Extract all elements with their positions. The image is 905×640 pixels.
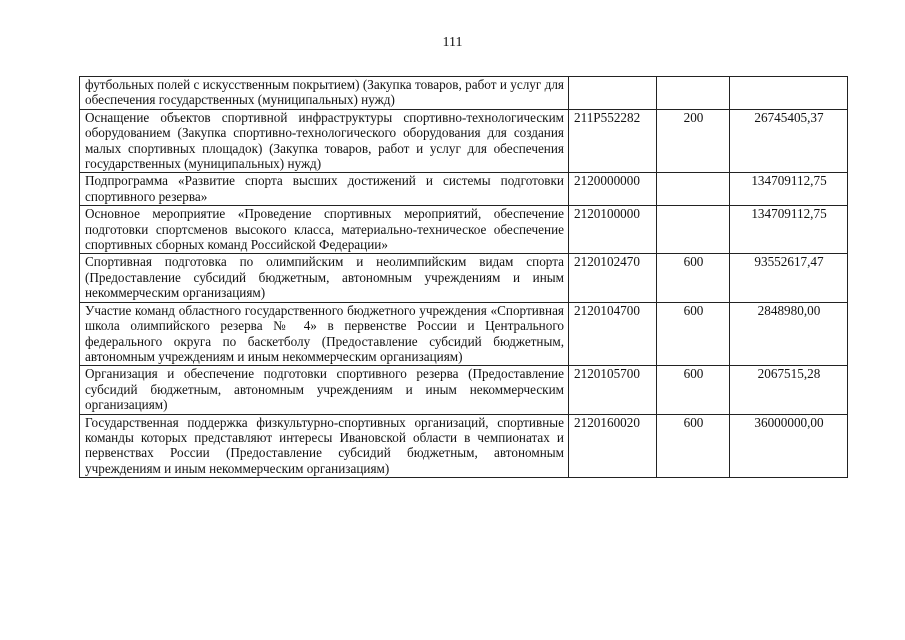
cell-name: Спортивная подготовка по олимпийским и неолимпийским видам спорта (Предоставление субсидий бюджетным, автономным учреждениям и иным некоммерческим организациям) — [80, 254, 569, 302]
table-row — [80, 302, 848, 366]
cell-expense-type — [657, 173, 730, 206]
table-row — [80, 206, 848, 254]
cell-expense-type — [657, 206, 730, 254]
cell-code: 2120102470 — [569, 254, 657, 302]
cell-name: Организация и обеспечение подготовки спортивного резерва (Предоставление субсидий бюджетным, автономным учреждениям и иным некоммерческим организациям) — [80, 366, 569, 414]
cell-expense-type: 600 — [657, 366, 730, 414]
cell-expense-type: 600 — [657, 414, 730, 478]
cell-name: Оснащение объектов спортивной инфраструктуры спортивно-технологическим оборудованием (Закупка спортивно-технологического оборудования для создания малых спортивных площадок) (Закупка товаров, работ и услуг для обеспечения государственных (муниципальных) нужд) — [80, 109, 569, 173]
table-row — [80, 109, 848, 173]
cell-name: Государственная поддержка физкультурно-спортивных организаций, спортивные команды которых представляют интересы Ивановской области в чемпионатах и первенствах России (Предоставление субсидий бюджетным, автономным учреждениям и иным некоммерческим организациям) — [80, 414, 569, 478]
table-row — [80, 366, 848, 414]
page-number: 111 — [442, 35, 463, 50]
cell-sum — [730, 77, 848, 110]
cell-name: футбольных полей с искусственным покрытием) (Закупка товаров, работ и услуг для обеспечения государственных (муниципальных) нужд) — [80, 77, 569, 110]
budget-table — [79, 76, 848, 478]
cell-expense-type — [657, 77, 730, 110]
cell-name: Основное мероприятие «Проведение спортивных мероприятий, обеспечение подготовки спортсменов высокого класса, материально-техническое обеспечение спортивных сборных команд Российской Федерации» — [80, 206, 569, 254]
cell-name: Участие команд областного государственного бюджетного учреждения «Спортивная школа олимпийского резерва № 4» в первенстве России и Центрального федерального округа по баскетболу (Предоставление субсидий бюджетным, автономным учреждениям и иным некоммерческим организациям) — [80, 302, 569, 366]
cell-code: 2120100000 — [569, 206, 657, 254]
cell-expense-type: 200 — [657, 109, 730, 173]
cell-code: 211Р552282 — [569, 109, 657, 173]
cell-code — [569, 77, 657, 110]
cell-sum: 134709112,75 — [730, 173, 848, 206]
cell-sum: 2067515,28 — [730, 366, 848, 414]
cell-name: Подпрограмма «Развитие спорта высших достижений и системы подготовки спортивного резерва» — [80, 173, 569, 206]
table-row — [80, 414, 848, 478]
cell-code: 2120104700 — [569, 302, 657, 366]
cell-code: 2120160020 — [569, 414, 657, 478]
cell-sum: 36000000,00 — [730, 414, 848, 478]
cell-expense-type: 600 — [657, 254, 730, 302]
cell-sum: 26745405,37 — [730, 109, 848, 173]
table-row — [80, 254, 848, 302]
table-row — [80, 77, 848, 110]
cell-code: 2120000000 — [569, 173, 657, 206]
cell-sum: 93552617,47 — [730, 254, 848, 302]
table-row — [80, 173, 848, 206]
cell-expense-type: 600 — [657, 302, 730, 366]
cell-code: 2120105700 — [569, 366, 657, 414]
cell-sum: 2848980,00 — [730, 302, 848, 366]
cell-sum: 134709112,75 — [730, 206, 848, 254]
